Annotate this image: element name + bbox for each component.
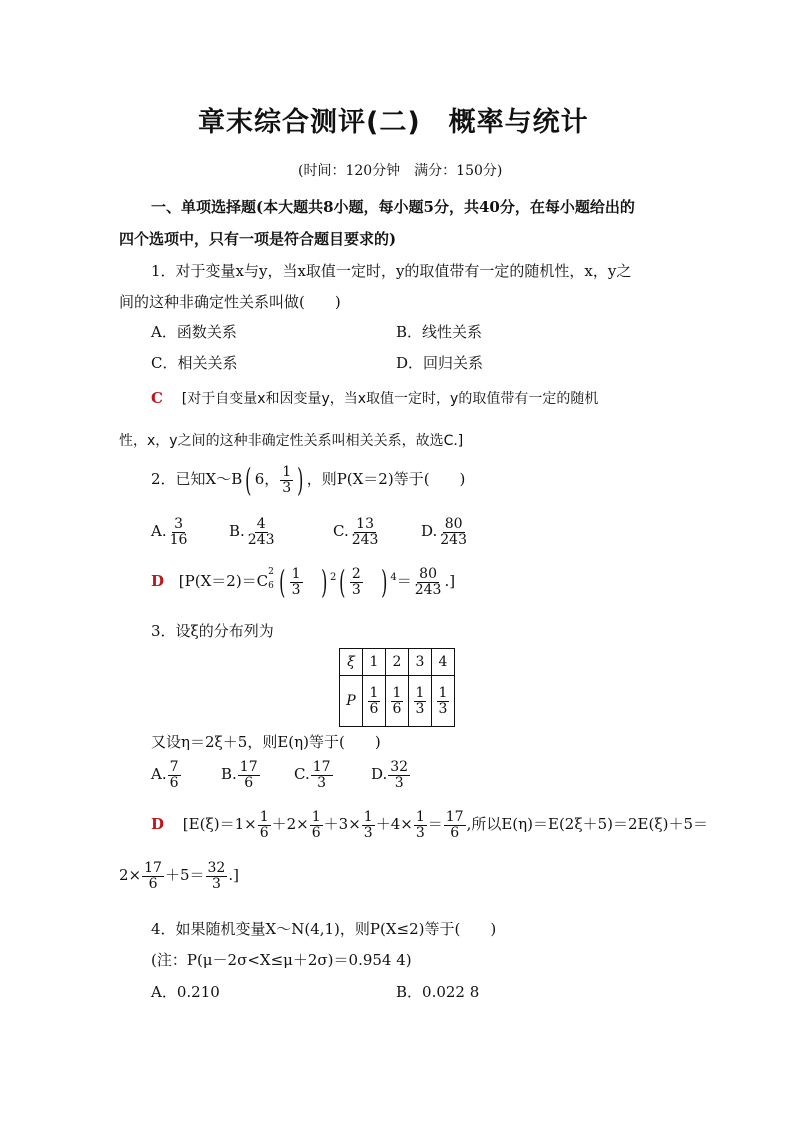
question-3-answer-line2: 2× $\frac{17}{6}$ ＋5＝ $\frac{32}{3}$ .] bbox=[119, 860, 239, 892]
q2-prefix: 2．已知X～B bbox=[151, 470, 243, 488]
question-3-option-b: B. $\frac{17}{6}$ bbox=[221, 759, 258, 791]
question-2-option-d: D. $\frac{80}{243}$ bbox=[421, 516, 467, 548]
question-3-intro: 3．设ξ的分布列为 bbox=[151, 622, 274, 640]
q2-fraction: $\frac{1}{3}$ bbox=[282, 463, 292, 496]
page-subtitle: (时间：120分钟 满分：150分) bbox=[298, 163, 503, 179]
question-1-answer-line1 bbox=[151, 388, 598, 408]
question-3-option-c: C. $\frac{17}{3}$ bbox=[294, 759, 331, 791]
q2-mid: 6， bbox=[254, 470, 280, 488]
question-3-option-a: A. $\frac{7}{6}$ bbox=[151, 759, 179, 791]
q2-suffix: ，则P(X＝2)等于( ) bbox=[306, 470, 466, 488]
question-1-option-a: A．函数关系 bbox=[151, 323, 237, 341]
section-heading-line2: 四个选项中，只有一项是符合题目要求的) bbox=[119, 230, 397, 248]
question-2-option-b: B. $\frac{4}{243}$ bbox=[229, 516, 275, 548]
question-3-line2: 又设η＝2ξ＋5，则E(η)等于( ) bbox=[151, 733, 381, 751]
question-3-option-d: D. $\frac{32}{3}$ bbox=[371, 759, 409, 791]
question-2-option-c: C. $\frac{13}{243}$ bbox=[333, 516, 379, 548]
question-4-note: (注：P(μ－2σ<X≤μ＋2σ)＝0.954 4) bbox=[151, 951, 412, 969]
table-row: P $\frac{1}{6}$ $\frac{1}{6}$ $\frac{1}{3}$ $\frac{1}{3}$ bbox=[340, 676, 455, 727]
question-4-line1: 4．如果随机变量X～N(4,1)，则P(X≤2)等于( ) bbox=[151, 920, 497, 938]
question-2-option-a: A. $\frac{3}{16}$ bbox=[151, 516, 188, 548]
question-1-line2: 间的这种非确定性关系叫做( ) bbox=[119, 293, 341, 311]
question-2-stem: 2．已知X～B( 6， $\frac{1}{3}$ ) ，则P(X＝2)等于( ) bbox=[151, 461, 466, 499]
answer-badge: D bbox=[151, 572, 165, 590]
explanation-text: [对于自变量x和因变量y，当x取值一定时，y的取值带有一定的随机 bbox=[181, 391, 599, 407]
question-3-answer-line1: D [E(ξ)＝1× $\frac{1}{6}$ ＋2× $\frac{1}{6}$ ＋3× $\frac{1}{3}$ ＋4× $\frac{1}{3}$ ＝ $\frac{17}{6}$ ,所以E(η)＝E(2ξ＋5)＝2E(ξ)＋5＝ bbox=[151, 809, 709, 841]
question-2-answer: D [P(X＝2)＝C 2 6 ( $\frac{1}{3}$ ) $^2$( $\frac{2}{3}$ ) $^4$＝ $\frac{80}{243}$ .] bbox=[151, 563, 456, 601]
question-1-option-b: B．线性关系 bbox=[396, 323, 483, 341]
table-row: ξ 1 2 3 4 bbox=[340, 649, 455, 676]
section-heading-line1: 一、单项选择题(本大题共8小题，每小题5分，共40分，在每小题给出的 bbox=[151, 198, 635, 216]
question-4-option-a: A．0.210 bbox=[151, 983, 220, 1001]
question-4-option-b: B．0.022 8 bbox=[396, 983, 480, 1001]
answer-badge: C bbox=[151, 389, 163, 407]
question-1-option-c: C．相关关系 bbox=[151, 354, 238, 372]
question-1-line1: 1．对于变量x与y，当x取值一定时，y的取值带有一定的随机性，x，y之 bbox=[151, 262, 632, 280]
distribution-table bbox=[339, 648, 455, 727]
question-1-answer-line2: 性，x，y之间的这种非确定性关系叫相关关系，故选C.] bbox=[119, 433, 464, 449]
question-1-option-d: D．回归关系 bbox=[396, 354, 484, 372]
page-title: 章末综合测评(二) 概率与统计 bbox=[198, 107, 589, 138]
answer-badge: D bbox=[151, 815, 165, 834]
